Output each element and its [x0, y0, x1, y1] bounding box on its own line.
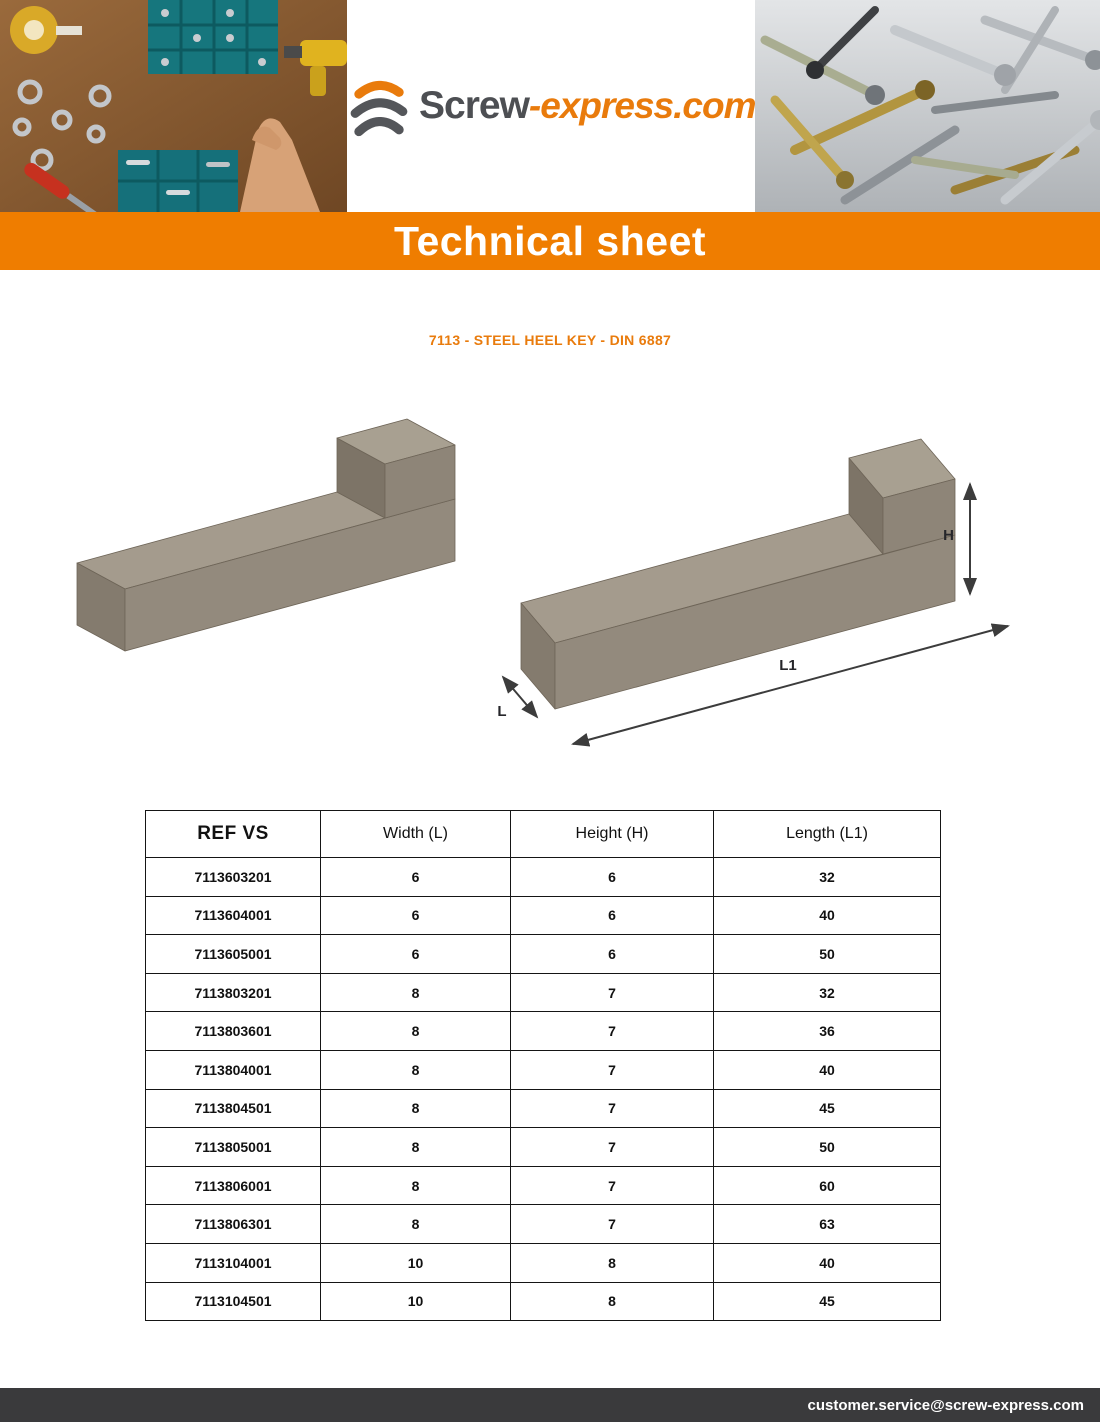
value-cell: 60 [714, 1166, 941, 1205]
value-cell: 50 [714, 935, 941, 974]
brand-wordmark [419, 84, 755, 128]
footer-bar [0, 1388, 1100, 1422]
value-cell: 6 [511, 858, 714, 897]
ref-cell: 7113603201 [146, 858, 321, 897]
ref-cell: 7113104001 [146, 1243, 321, 1282]
table-row [146, 1205, 941, 1244]
table-row [146, 1089, 941, 1128]
value-cell: 45 [714, 1282, 941, 1321]
table-row [146, 935, 941, 974]
dimension-label-l: L [497, 703, 507, 720]
value-cell: 8 [321, 1089, 511, 1128]
spec-table-head [146, 811, 941, 858]
product-images [0, 356, 1100, 804]
value-cell: 6 [511, 935, 714, 974]
value-cell: 8 [511, 1282, 714, 1321]
value-cell: 40 [714, 896, 941, 935]
product-title: 7113 - STEEL HEEL KEY - DIN 6887 [428, 332, 672, 348]
value-cell: 8 [321, 1128, 511, 1167]
table-row [146, 1243, 941, 1282]
ref-cell: 7113803601 [146, 1012, 321, 1051]
value-cell: 8 [321, 1012, 511, 1051]
value-cell: 7 [511, 1128, 714, 1167]
dimension-label-l1: L1 [779, 657, 797, 674]
value-cell: 7 [511, 1012, 714, 1051]
parts-organizer-icon [148, 0, 278, 74]
ref-cell: 7113806301 [146, 1205, 321, 1244]
product-image-right [488, 414, 1028, 784]
table-row [146, 1050, 941, 1089]
value-cell: 8 [321, 973, 511, 1012]
header-length: Length (L1) [714, 811, 941, 858]
value-cell: 8 [321, 1166, 511, 1205]
table-row [146, 1166, 941, 1205]
value-cell: 8 [321, 1050, 511, 1089]
value-cell: 45 [714, 1089, 941, 1128]
workbench-photo-illustration [0, 0, 347, 212]
value-cell: 7 [511, 1205, 714, 1244]
value-cell: 7 [511, 1166, 714, 1205]
table-row [146, 1128, 941, 1167]
value-cell: 7 [511, 1089, 714, 1128]
value-cell: 36 [714, 1012, 941, 1051]
table-row [146, 1282, 941, 1321]
value-cell: 7 [511, 973, 714, 1012]
value-cell: 40 [714, 1050, 941, 1089]
value-cell: 6 [321, 935, 511, 974]
value-cell: 6 [321, 858, 511, 897]
value-cell: 50 [714, 1128, 941, 1167]
ref-cell: 7113104501 [146, 1282, 321, 1321]
table-row [146, 858, 941, 897]
header-photo-screws [755, 0, 1100, 212]
spec-table-body [146, 858, 941, 1321]
dimension-arrow-l [503, 677, 537, 717]
spec-table-wrapper [145, 810, 940, 1321]
table-row [146, 1012, 941, 1051]
screw-tray-icon [118, 150, 238, 212]
dimension-label-h: H [943, 527, 954, 544]
ref-cell: 7113804001 [146, 1050, 321, 1089]
ref-cell: 7113806001 [146, 1166, 321, 1205]
ref-cell: 7113803201 [146, 973, 321, 1012]
header-ref: REF VS [146, 811, 321, 858]
value-cell: 10 [321, 1243, 511, 1282]
ref-cell: 7113804501 [146, 1089, 321, 1128]
value-cell: 40 [714, 1243, 941, 1282]
technical-sheet-banner [0, 212, 1100, 270]
banner-title: Technical sheet [393, 217, 707, 264]
value-cell: 6 [511, 896, 714, 935]
value-cell: 63 [714, 1205, 941, 1244]
footer-email: customer.service@screw-express.com [807, 1396, 1084, 1414]
spec-table [145, 810, 941, 1321]
value-cell: 6 [321, 896, 511, 935]
screw-pile-illustration [755, 0, 1100, 212]
ref-cell: 7113604001 [146, 896, 321, 935]
value-cell: 8 [321, 1205, 511, 1244]
header-width: Width (L) [321, 811, 511, 858]
value-cell: 7 [511, 1050, 714, 1089]
value-cell: 32 [714, 858, 941, 897]
page-header [0, 0, 1100, 212]
header-height: Height (H) [511, 811, 714, 858]
brand-logo [347, 0, 755, 212]
value-cell: 10 [321, 1282, 511, 1321]
screw-thread-logo-icon [347, 74, 411, 138]
brand-name-dark: Screw [419, 84, 529, 127]
value-cell: 8 [511, 1243, 714, 1282]
table-row [146, 896, 941, 935]
table-row [146, 973, 941, 1012]
product-image-left [55, 396, 515, 686]
ref-cell: 7113605001 [146, 935, 321, 974]
ref-cell: 7113805001 [146, 1128, 321, 1167]
header-photo-workbench [0, 0, 347, 212]
header-row [146, 811, 941, 858]
brand-name-orange: -express.com [528, 85, 756, 126]
value-cell: 32 [714, 973, 941, 1012]
